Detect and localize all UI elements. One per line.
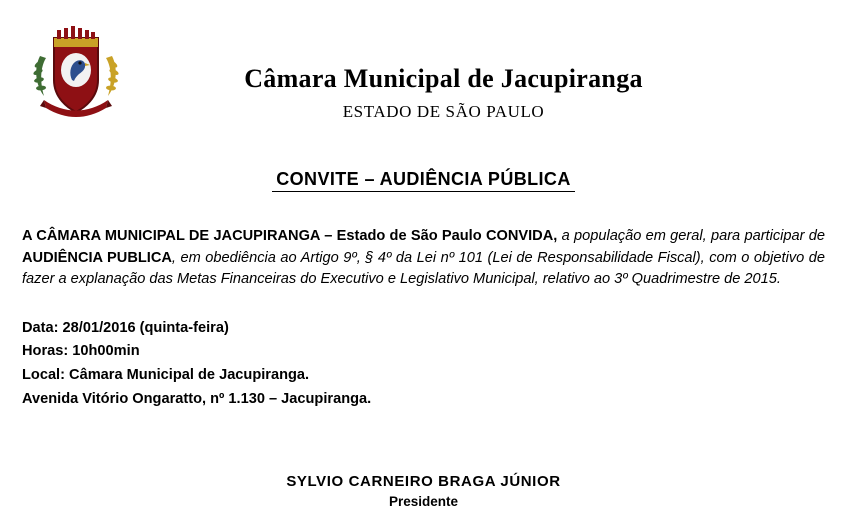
page-title: CONVITE – AUDIÊNCIA PÚBLICA xyxy=(272,169,575,192)
header-text-block xyxy=(0,64,847,122)
document-title-container xyxy=(0,169,847,192)
organization-name: Câmara Municipal de Jacupiranga xyxy=(244,64,643,93)
event-details xyxy=(22,317,825,412)
detail-value-time: 10h00min xyxy=(68,343,140,360)
state-line: ESTADO DE SÃO PAULO xyxy=(342,102,545,121)
body-emphasis-text: AUDIÊNCIA PUBLICA xyxy=(22,249,172,266)
body-part-two: , em obediência ao Artigo 9º, § 4º da Lei nº 101 (Lei de Responsabilidade Fiscal), com o objetivo de fazer a explanação das Metas Financeiras do Executivo e Legislativo Municipal, relativo ao 3º Quadrimestre de 2015. xyxy=(22,249,825,288)
signature-role: Presidente xyxy=(388,494,459,510)
detail-line-date xyxy=(22,317,825,341)
detail-value-date: 28/01/2016 (quinta-feira) xyxy=(58,319,229,336)
invitation-body xyxy=(22,226,825,291)
detail-value-address: Avenida Vitório Ongaratto, nº 1.130 – Jacupiranga. xyxy=(22,390,372,407)
document-header xyxy=(0,0,847,137)
detail-label-place: Local: xyxy=(22,367,65,384)
detail-label-date: Data: xyxy=(22,319,59,336)
municipal-coat-of-arms-icon xyxy=(28,22,124,122)
detail-value-place: Câmara Municipal de Jacupiranga. xyxy=(64,367,310,384)
detail-label-time: Horas: xyxy=(22,343,69,360)
body-lead-text: A CÂMARA MUNICIPAL DE JACUPIRANGA – Estado de São Paulo CONVIDA, xyxy=(22,228,558,244)
detail-line-time xyxy=(22,340,825,364)
signature-name: SYLVIO CARNEIRO BRAGA JÚNIOR xyxy=(286,473,561,491)
body-part-one: a população em geral, para participar de xyxy=(557,228,825,244)
detail-line-address xyxy=(22,388,825,412)
detail-line-place xyxy=(22,364,825,388)
signature-block xyxy=(0,473,847,509)
